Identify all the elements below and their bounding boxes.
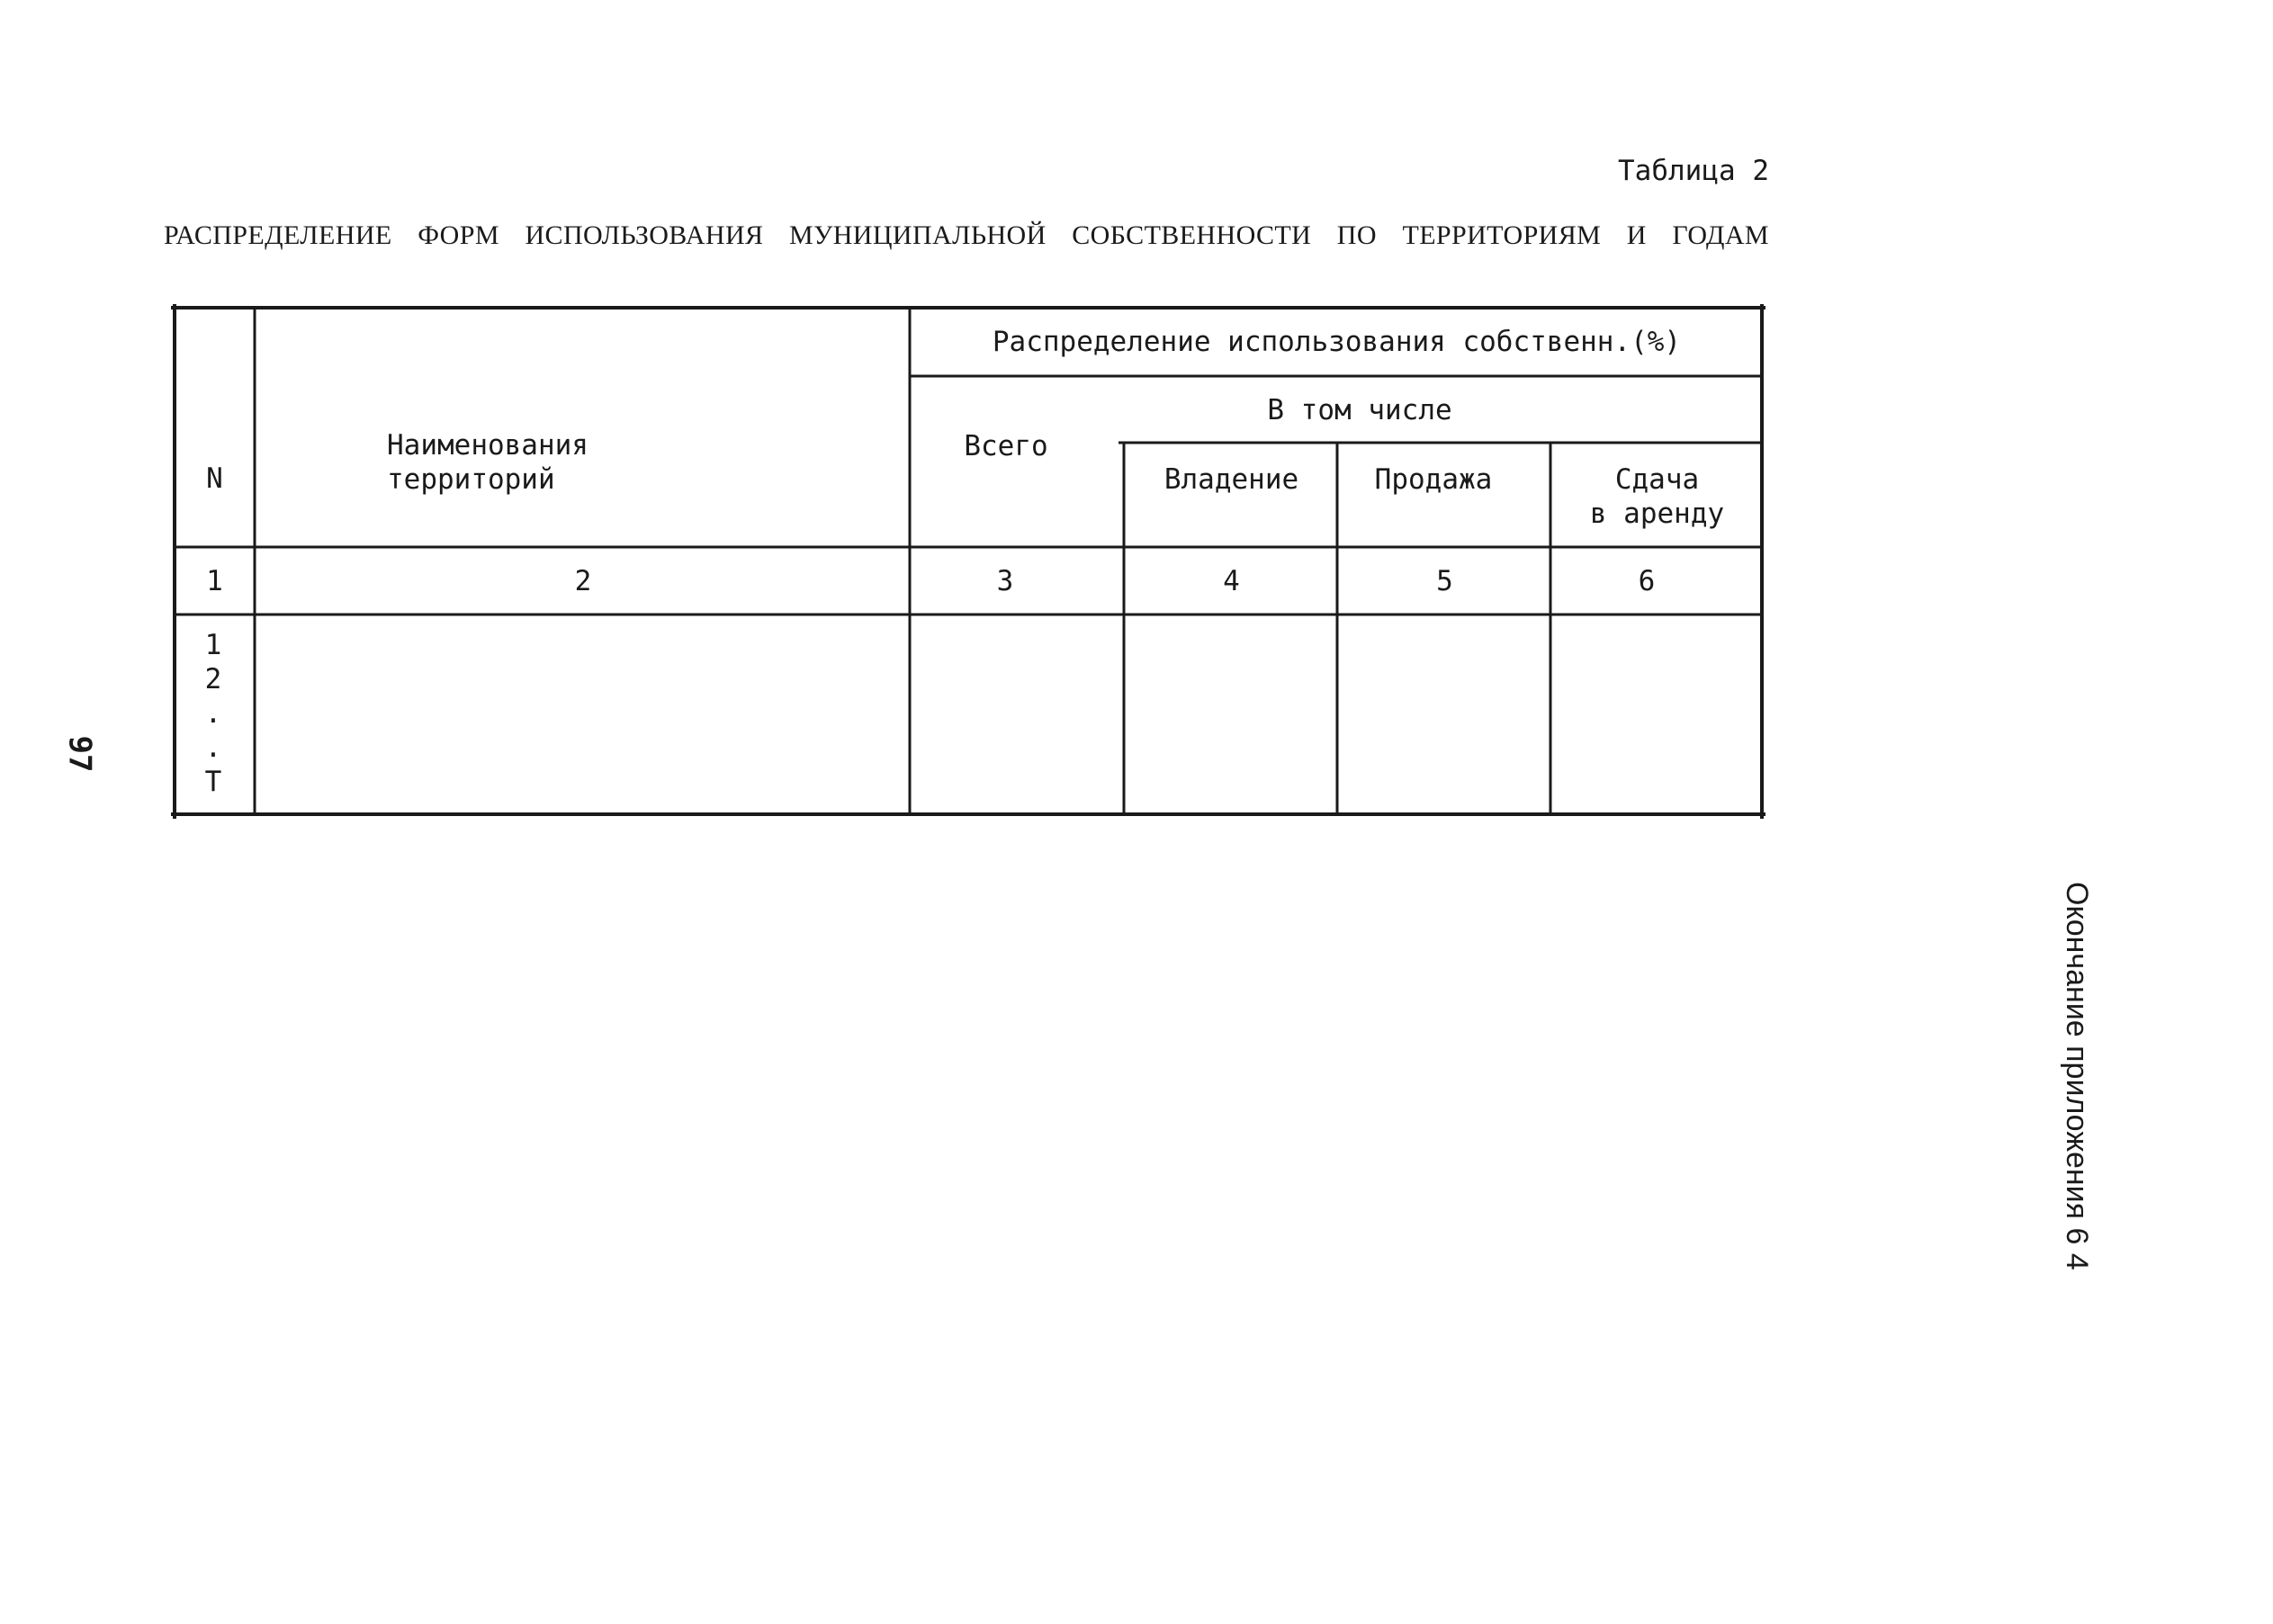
appendix-side-note: Окончание приложения 6 4	[2060, 882, 2094, 1270]
column-number-1: 1	[206, 565, 223, 597]
page-number: 97	[61, 735, 98, 773]
column-number-2: 2	[574, 565, 592, 597]
row-index-item: 1	[204, 629, 222, 661]
document-title: РАСПРЕДЕЛЕНИЕ ФОРМ ИСПОЛЬЗОВАНИЯ МУНИЦИПАЛЬНОЙ СОБСТВЕННОСТИ ПО ТЕРРИТОРИЯМ И ГОДАМ	[164, 220, 1769, 250]
column-number-5: 5	[1436, 565, 1453, 597]
row-index-list	[200, 628, 227, 799]
header-total: Всего	[964, 430, 1048, 462]
row-index-item: 2	[204, 663, 222, 695]
header-including: В том числе	[1267, 394, 1452, 426]
header-usage-distribution: Распределение использования собственн.(%)	[992, 326, 1682, 358]
header-territory-name: Наименования территорий	[387, 429, 588, 496]
row-index-item: .	[204, 697, 222, 730]
table-label: Таблица 2	[1618, 155, 1769, 187]
header-n: N	[206, 462, 223, 495]
header-lease: Сдача в аренду	[1589, 463, 1725, 530]
row-index-item: T	[204, 766, 222, 798]
column-number-3: 3	[996, 565, 1014, 597]
column-number-6: 6	[1638, 565, 1656, 597]
header-sale: Продажа	[1374, 463, 1493, 496]
row-index-item: .	[204, 731, 222, 764]
header-ownership: Владение	[1163, 463, 1299, 496]
column-number-4: 4	[1223, 565, 1240, 597]
